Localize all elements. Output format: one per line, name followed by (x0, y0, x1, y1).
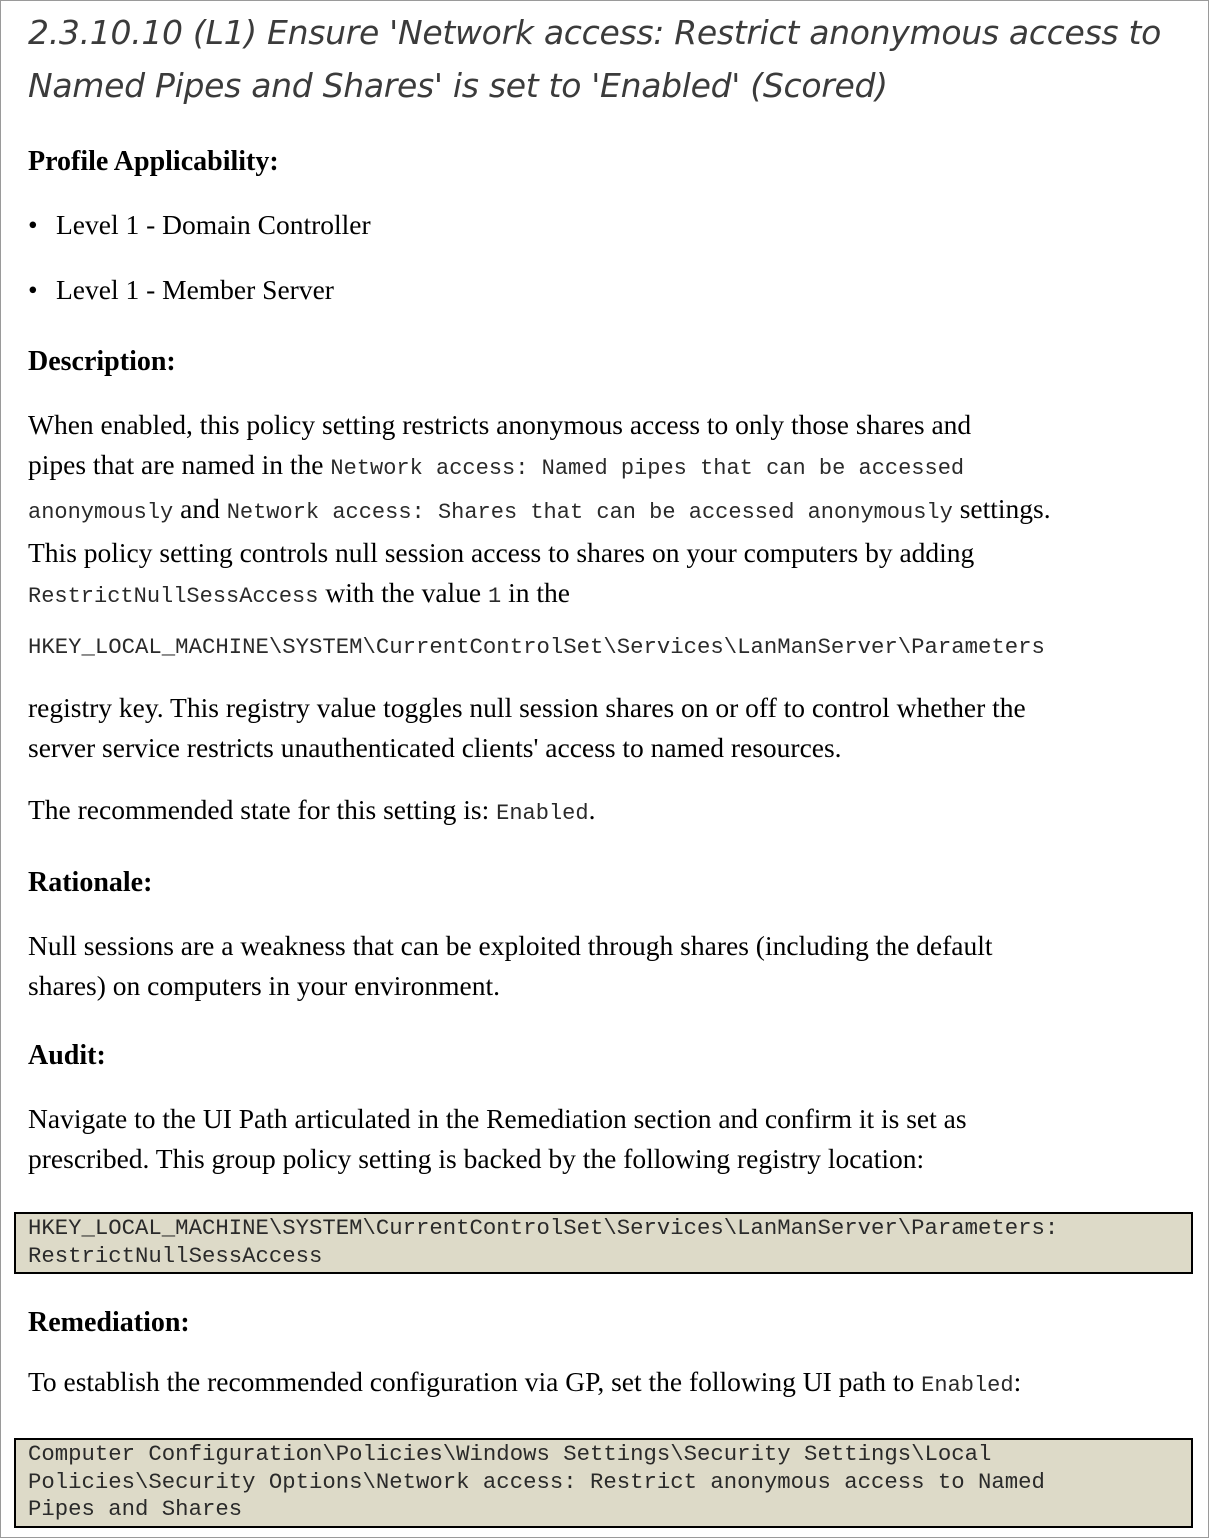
section-title (28, 6, 1188, 112)
code-named-pipes-setting: Network access: Named pipes that can be accessed (330, 456, 965, 481)
title-line-2: Named Pipes and Shares' is set to 'Enabled' (Scored) (28, 66, 888, 105)
code-enabled: Enabled (496, 801, 589, 826)
title-line-1: 2.3.10.10 (L1) Ensure 'Network access: Restrict anonymous access to (28, 13, 1162, 52)
description-paragraph-1: When enabled, this policy setting restricts anonymous access to only those shares and pipes that are named in the Network access: Named pipes that can be accessed anonymously and Network access: Shares that can be accessed anonymously settings. This policy setting controls null session access to shares on your computers by adding RestrictNullSessAccess with the value 1 in the (28, 409, 1051, 609)
remediation-heading: Remediation: (28, 1307, 190, 1338)
remediation-paragraph: To establish the recommended configuration via GP, set the following UI path to Enabled: (28, 1366, 1022, 1398)
audit-registry-code-block: HKEY_LOCAL_MACHINE\SYSTEM\CurrentControlSet\Services\LanManServer\Parameters: RestrictNullSessAccess (14, 1212, 1193, 1274)
code-shares-setting: Network access: Shares that can be accessed anonymously (226, 500, 953, 525)
code-enabled: Enabled (921, 1373, 1014, 1398)
profile-heading: Profile Applicability: (28, 146, 279, 177)
bullet-icon: • (28, 209, 38, 240)
description-paragraph-2: registry key. This registry value toggles null session shares on or off to control whether the server service restricts unauthenticated clients' access to named resources. (28, 692, 1026, 763)
rationale-heading: Rationale: (28, 867, 153, 898)
profile-item-member-server: • Level 1 - Member Server (28, 274, 334, 305)
rationale-paragraph: Null sessions are a weakness that can be exploited through shares (including the default shares) on computers in your environment. (28, 930, 993, 1001)
bullet-icon: • (28, 274, 38, 305)
registry-path: HKEY_LOCAL_MACHINE\SYSTEM\CurrentControlSet\Services\LanManServer\Parameters (28, 634, 1045, 660)
description-heading: Description: (28, 346, 176, 377)
recommended-state: The recommended state for this setting is: Enabled. (28, 794, 596, 826)
code-registry-value: RestrictNullSessAccess (28, 584, 319, 609)
profile-item-domain-controller: • Level 1 - Domain Controller (28, 209, 371, 240)
audit-heading: Audit: (28, 1040, 106, 1071)
audit-paragraph: Navigate to the UI Path articulated in the Remediation section and confirm it is set as prescribed. This group policy setting is backed by the following registry location: (28, 1103, 967, 1174)
remediation-ui-path-code-block: Computer Configuration\Policies\Windows Settings\Security Settings\Local Policies\Security Options\Network access: Restrict anonymous access to Named Pipes and Shares (14, 1438, 1193, 1528)
